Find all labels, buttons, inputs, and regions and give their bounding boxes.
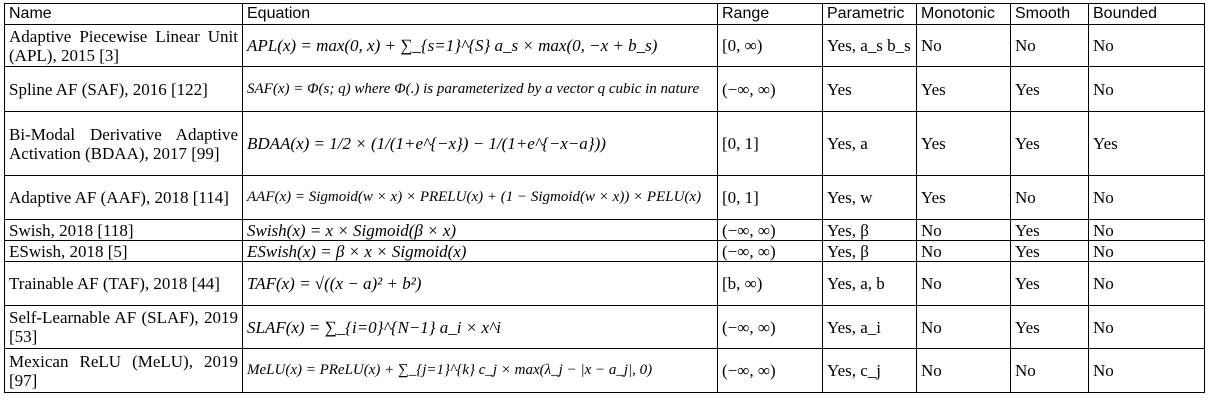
cell-range: (−∞, ∞): [718, 67, 823, 112]
cell-bounded: No: [1089, 306, 1205, 349]
cell-name: Adaptive AF (AAF), 2018 [114]: [5, 176, 243, 220]
cell-name: ESwish, 2018 [5]: [5, 241, 243, 262]
header-smooth: Smooth: [1011, 4, 1089, 25]
table-row: [5, 241, 1205, 262]
cell-smooth: Yes: [1011, 67, 1089, 112]
header-name: Name: [5, 4, 243, 25]
cell-bounded: No: [1089, 25, 1205, 67]
cell-smooth: No: [1011, 176, 1089, 220]
cell-name: Swish, 2018 [118]: [5, 220, 243, 241]
cell-bounded: No: [1089, 220, 1205, 241]
cell-smooth: Yes: [1011, 112, 1089, 176]
cell-equation: APL(x) = max(0, x) + ∑_{s=1}^{S} a_s × max(0, −x + b_s): [243, 25, 718, 67]
cell-monotonic: No: [917, 241, 1011, 262]
cell-smooth: No: [1011, 349, 1089, 393]
cell-parametric: Yes, β: [823, 220, 917, 241]
cell-range: (−∞, ∞): [718, 349, 823, 393]
cell-smooth: Yes: [1011, 241, 1089, 262]
cell-range: [0, ∞): [718, 25, 823, 67]
cell-monotonic: Yes: [917, 176, 1011, 220]
cell-equation: AAF(x) = Sigmoid(w × x) × PRELU(x) + (1 − Sigmoid(w × x)) × PELU(x): [243, 176, 718, 220]
cell-monotonic: Yes: [917, 67, 1011, 112]
table-row: [5, 262, 1205, 306]
cell-monotonic: Yes: [917, 112, 1011, 176]
cell-range: [0, 1]: [718, 176, 823, 220]
header-range: Range: [718, 4, 823, 25]
cell-name: Self-Learnable AF (SLAF), 2019 [53]: [5, 306, 243, 349]
cell-parametric: Yes, a, b: [823, 262, 917, 306]
table-row: [5, 112, 1205, 176]
activation-function-table: [4, 3, 1205, 393]
cell-parametric: Yes, a_i: [823, 306, 917, 349]
cell-parametric: Yes, w: [823, 176, 917, 220]
cell-equation: TAF(x) = √((x − a)² + b²): [243, 262, 718, 306]
cell-parametric: Yes, c_j: [823, 349, 917, 393]
activation-function-table-wrapper: [4, 3, 1205, 393]
cell-equation: Swish(x) = x × Sigmoid(β × x): [243, 220, 718, 241]
cell-parametric: Yes, β: [823, 241, 917, 262]
cell-range: (−∞, ∞): [718, 241, 823, 262]
cell-parametric: Yes: [823, 67, 917, 112]
table-row: [5, 220, 1205, 241]
cell-bounded: No: [1089, 241, 1205, 262]
cell-bounded: Yes: [1089, 112, 1205, 176]
cell-equation: SAF(x) = Φ(s; q) where Φ(.) is parameterized by a vector q cubic in nature: [243, 67, 718, 112]
table-row: [5, 349, 1205, 393]
cell-name: Spline AF (SAF), 2016 [122]: [5, 67, 243, 112]
cell-smooth: Yes: [1011, 220, 1089, 241]
table-row: [5, 25, 1205, 67]
cell-smooth: Yes: [1011, 262, 1089, 306]
cell-bounded: No: [1089, 67, 1205, 112]
cell-name: Mexican ReLU (MeLU), 2019 [97]: [5, 349, 243, 393]
cell-range: [b, ∞): [718, 262, 823, 306]
cell-smooth: No: [1011, 25, 1089, 67]
header-equation: Equation: [243, 4, 718, 25]
cell-monotonic: No: [917, 25, 1011, 67]
table-row: [5, 176, 1205, 220]
table-row: [5, 67, 1205, 112]
cell-parametric: Yes, a_s b_s: [823, 25, 917, 67]
cell-equation: SLAF(x) = ∑_{i=0}^{N−1} a_i × x^i: [243, 306, 718, 349]
cell-monotonic: No: [917, 262, 1011, 306]
cell-bounded: No: [1089, 349, 1205, 393]
cell-smooth: Yes: [1011, 306, 1089, 349]
cell-monotonic: No: [917, 306, 1011, 349]
cell-range: [0, 1]: [718, 112, 823, 176]
cell-monotonic: No: [917, 349, 1011, 393]
cell-bounded: No: [1089, 176, 1205, 220]
cell-parametric: Yes, a: [823, 112, 917, 176]
cell-equation: ESwish(x) = β × x × Sigmoid(x): [243, 241, 718, 262]
header-parametric: Parametric: [823, 4, 917, 25]
header-bounded: Bounded: [1089, 4, 1205, 25]
cell-name: Adaptive Piecewise Linear Unit (APL), 2015 [3]: [5, 25, 243, 67]
cell-range: (−∞, ∞): [718, 306, 823, 349]
cell-monotonic: No: [917, 220, 1011, 241]
cell-equation: MeLU(x) = PReLU(x) + ∑_{j=1}^{k} c_j × max(λ_j − |x − a_j|, 0): [243, 349, 718, 393]
cell-equation: BDAA(x) = 1/2 × (1/(1+e^{−x}) − 1/(1+e^{−x−a})): [243, 112, 718, 176]
cell-bounded: No: [1089, 262, 1205, 306]
cell-range: (−∞, ∞): [718, 220, 823, 241]
cell-name: Trainable AF (TAF), 2018 [44]: [5, 262, 243, 306]
header-monotonic: Monotonic: [917, 4, 1011, 25]
header-row: [5, 4, 1205, 25]
cell-name: Bi-Modal Derivative Adaptive Activation (BDAA), 2017 [99]: [5, 112, 243, 176]
table-row: [5, 306, 1205, 349]
